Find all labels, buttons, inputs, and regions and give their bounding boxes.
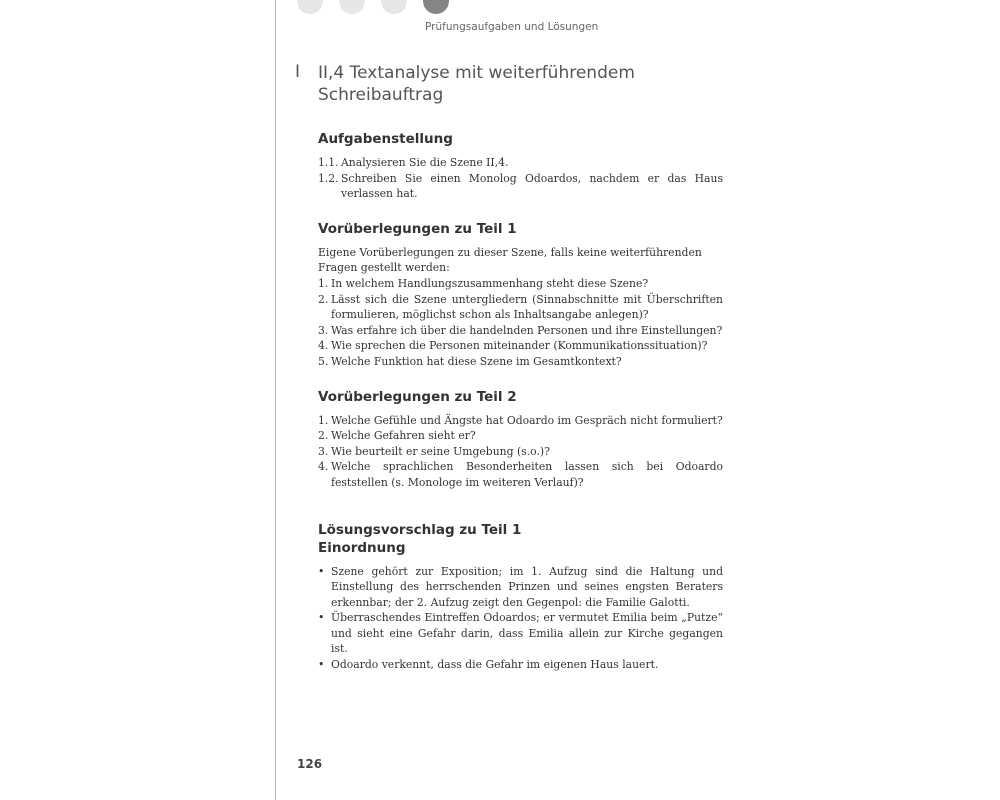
list-item: 1.2. Schreiben Sie einen Monolog Odoardos, nachdem er das Haus verlassen hat. (318, 171, 723, 201)
subheading-einordnung: Einordnung (318, 539, 406, 556)
question-list-teil1 (318, 276, 723, 370)
page-content (318, 130, 723, 673)
bullet-icon: • (318, 611, 325, 625)
task-list (318, 155, 723, 202)
running-head: Prüfungsaufgaben und Lösungen (425, 21, 599, 33)
list-item: 1.1. Analysieren Sie die Szene II,4. (318, 156, 509, 169)
bullet-icon: • (318, 564, 325, 578)
section-heading-teil2: Vorüberlegungen zu Teil 2 (318, 388, 517, 405)
page-number: 126 (297, 757, 323, 771)
list-item: 4. Welche sprachlichen Besonderheiten lassen sich bei Odoardo feststellen (s. Monologe im weiteren Verlauf)? (318, 460, 723, 489)
chapter-tabs (297, 0, 449, 14)
list-item: 3. Wie beurteilt er seine Umgebung (s.o.)? (318, 444, 550, 458)
list-item: • Überraschendes Eintreffen Odoardos; er vermutet Emilia beim „Putze“ und sieht eine Gefahr darin, dass Emilia allein zur Kirche gegangen ist. (318, 611, 723, 656)
bullet-list-einordnung (318, 564, 723, 673)
list-item: 2. Lässt sich die Szene untergliedern (Sinnabschnitte mit Überschriften formulieren, möglichst schon als Inhaltsangabe anlegen)? (318, 292, 723, 322)
list-item: 4. Wie sprechen die Personen miteinander (Kommunikationssituation)? (318, 339, 708, 353)
section-heading-aufgabenstellung: Aufgabenstellung (318, 131, 453, 147)
bullet-icon: • (318, 658, 325, 672)
section-heading-teil1: Vorüberlegungen zu Teil 1 (318, 220, 517, 237)
section-intro: Eigene Vorüberlegungen zu dieser Szene, falls keine weiterführenden Fragen gestellt werden: (318, 245, 702, 275)
chapter-tab (339, 0, 365, 14)
chapter-tab (381, 0, 407, 14)
chapter-marker: I (295, 62, 301, 82)
chapter-tab (297, 0, 323, 14)
list-item: 1. In welchem Handlungszusammenhang steht diese Szene? (318, 276, 649, 290)
list-item: 5. Welche Funktion hat diese Szene im Gesamtkontext? (318, 354, 622, 368)
list-item: 3. Was erfahre ich über die handelnden Personen und ihre Einstellungen? (318, 323, 723, 337)
section-heading-loesung: Lösungsvorschlag zu Teil 1 (318, 521, 522, 538)
list-item: • Szene gehört zur Exposition; im 1. Aufzug sind die Haltung und Einstellung des herrschenden Prinzen und seines engsten Beraters erkennbar; der 2. Aufzug zeigt den Gegenpol: die Familie Galotti. (318, 564, 723, 609)
page-edge-line (275, 0, 276, 800)
list-item: 1. Welche Gefühle und Ängste hat Odoardo im Gespräch nicht formuliert? (318, 413, 723, 427)
list-item: • Odoardo verkennt, dass die Gefahr im eigenen Haus lauert. (318, 658, 659, 672)
question-list-teil2 (318, 413, 723, 491)
chapter-tab-active (423, 0, 449, 14)
list-item: 2. Welche Gefahren sieht er? (318, 429, 476, 443)
chapter-title: II,4 Textanalyse mit weiterführendem Schreibauftrag (318, 63, 635, 105)
